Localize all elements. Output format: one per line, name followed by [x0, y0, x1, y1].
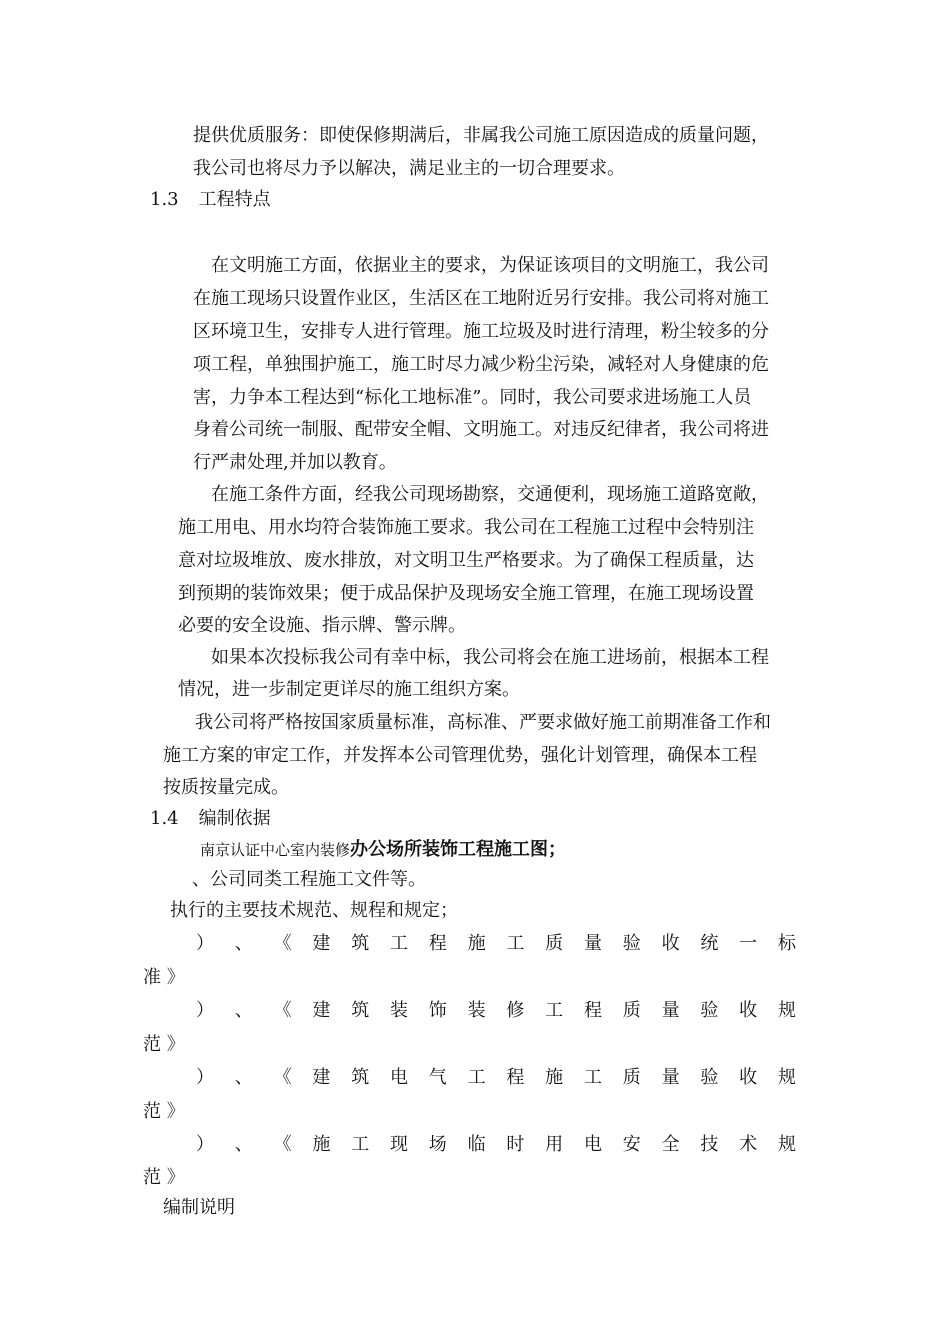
standard-char: 现: [389, 1134, 408, 1155]
standard-char: 时: [506, 1134, 525, 1155]
standard-char: 收: [739, 1000, 758, 1021]
standard-char: 质: [545, 933, 564, 954]
standard-char: ）: [196, 1134, 214, 1155]
standard-char: 安: [622, 1134, 641, 1155]
section-title: 工程特点: [198, 189, 271, 210]
paragraph-line: 在施工现场只设置作业区，生活区在工地附近另行安排。我公司将对施工: [193, 288, 769, 309]
standard-char: 工: [389, 933, 408, 954]
footer-heading: 编制说明: [163, 1197, 235, 1218]
standard-char: 验: [700, 1000, 719, 1021]
standard-char: 筑: [351, 1000, 370, 1021]
standard-char: 程: [428, 933, 447, 954]
standard-char: 工: [467, 1067, 486, 1088]
paragraph-line: 在文明施工方面，依据业主的要求，为保证该项目的文明施工，我公司: [211, 255, 769, 276]
standard-char: 程: [583, 1000, 602, 1021]
standard-char: 临: [467, 1134, 486, 1155]
standard-char: 电: [583, 1134, 602, 1155]
standard-char: 装: [467, 1000, 486, 1021]
standard-char: 饰: [428, 1000, 447, 1021]
paragraph-line: 我公司将严格按国家质量标准，高标准、严要求做好施工前期准备工作和: [195, 712, 771, 733]
standard-char: 规: [777, 1067, 796, 1088]
standard-char: 、: [234, 1067, 253, 1088]
standard-char: 修: [506, 1000, 525, 1021]
basis-drawing-title: 办公场所装饰工程施工图；: [350, 839, 567, 860]
standard-char: ）: [196, 933, 214, 954]
paragraph-line: 身着公司统一制服、配带安全帽、文明施工。对违反纪律者，我公司将进: [193, 419, 769, 440]
standard-char: 、: [234, 1134, 253, 1155]
paragraph-line: 如果本次投标我公司有幸中标，我公司将会在施工进场前，根据本工程: [211, 647, 769, 668]
standard-char: 质: [622, 1067, 641, 1088]
standard-item-1: [196, 932, 796, 956]
section-1-4-heading: [150, 807, 271, 831]
paragraph-line: 项工程，单独围护施工，施工时尽力减少粉尘污染，减轻对人身健康的危: [193, 354, 769, 375]
standard-char: 验: [622, 933, 641, 954]
standard-char: 建: [312, 1000, 331, 1021]
standard-char: 施: [467, 933, 486, 954]
intro-line-1: 提供优质服务：即使保修期满后，非属我公司施工原因造成的质量问题，: [193, 125, 769, 146]
paragraph-line: 意对垃圾堆放、废水排放，对文明卫生严格要求。为了确保工程质量，达: [178, 550, 754, 571]
standard-char: ）: [196, 1067, 214, 1088]
standard-char: 电: [389, 1067, 408, 1088]
standard-char: 建: [312, 1067, 331, 1088]
standard-char: 《: [273, 1067, 292, 1088]
intro-line-2: 我公司也将尽力予以解决，满足业主的一切合理要求。: [193, 158, 625, 179]
section-number: 1.4: [150, 808, 179, 829]
paragraph-line: 情况，进一步制定更详尽的施工组织方案。: [178, 679, 520, 700]
standard-char: 收: [661, 933, 680, 954]
basis-company-docs: 、公司同类工程施工文件等。: [192, 869, 426, 890]
standard-item-1-end: 准 》: [143, 967, 185, 988]
basis-drawing-prefix: 南京认证中心室内装修: [200, 841, 351, 859]
standard-char: 装: [389, 1000, 408, 1021]
section-1-3-heading: [150, 188, 271, 212]
standard-char: 工: [351, 1134, 370, 1155]
standard-char: 验: [700, 1067, 719, 1088]
standard-char: 质: [622, 1000, 641, 1021]
standard-char: 收: [739, 1067, 758, 1088]
standard-item-2-end: 范 》: [143, 1034, 185, 1055]
paragraph-line: 区环境卫生，安排专人进行管理。施工垃圾及时进行清理，粉尘较多的分: [193, 321, 769, 342]
standard-item-3-end: 范 》: [143, 1101, 185, 1122]
standard-char: 场: [428, 1134, 447, 1155]
paragraph-line: 行严肃处理,并加以教育。: [193, 452, 397, 473]
standard-char: 工: [545, 1000, 564, 1021]
paragraph-line: 按质按量完成。: [163, 777, 289, 798]
standard-char: 施: [312, 1134, 331, 1155]
standard-char: 统: [700, 933, 719, 954]
standard-char: 工: [506, 933, 525, 954]
standard-char: 、: [234, 1000, 253, 1021]
standard-item-3: [196, 1066, 796, 1090]
paragraph-line: 必要的安全设施、指示牌、警示牌。: [178, 615, 466, 636]
standard-item-4-end: 范 》: [143, 1167, 185, 1188]
standard-char: ）: [196, 1000, 214, 1021]
basis-standards-intro: 执行的主要技术规范、规程和规定；: [170, 900, 458, 921]
basis-drawing-line: [200, 838, 566, 862]
section-title: 编制依据: [198, 808, 271, 829]
standard-char: 《: [273, 1134, 292, 1155]
standard-item-4: [196, 1133, 796, 1157]
standard-char: 技: [700, 1134, 719, 1155]
paragraph-line: 施工方案的审定工作，并发挥本公司管理优势，强化计划管理，确保本工程: [163, 745, 757, 766]
standard-char: 全: [661, 1134, 680, 1155]
standard-char: 工: [583, 1067, 602, 1088]
standard-char: 一: [739, 933, 758, 954]
paragraph-line: 到预期的装饰效果；便于成品保护及现场安全施工管理，在施工现场设置: [178, 583, 754, 604]
standard-char: 量: [661, 1000, 680, 1021]
standard-char: 用: [545, 1134, 564, 1155]
standard-char: 气: [428, 1067, 447, 1088]
paragraph-line: 在施工条件方面，经我公司现场勘察，交通便利，现场施工道路宽敞，: [211, 484, 769, 505]
section-number: 1.3: [150, 189, 179, 210]
standard-char: 筑: [351, 933, 370, 954]
paragraph-line: 害，力争本工程达到“标化工地标准”。同时，我公司要求进场施工人员: [193, 387, 752, 408]
standard-char: 建: [312, 933, 331, 954]
standard-char: 施: [545, 1067, 564, 1088]
standard-char: 量: [661, 1067, 680, 1088]
standard-item-2: [196, 999, 796, 1023]
standard-char: 、: [234, 933, 253, 954]
standard-char: 程: [506, 1067, 525, 1088]
standard-char: 《: [273, 933, 292, 954]
standard-char: 规: [777, 1000, 796, 1021]
standard-char: 标: [777, 933, 796, 954]
standard-char: 量: [583, 933, 602, 954]
standard-char: 筑: [351, 1067, 370, 1088]
standard-char: 《: [273, 1000, 292, 1021]
paragraph-line: 施工用电、用水均符合装饰施工要求。我公司在工程施工过程中会特别注: [178, 517, 754, 538]
standard-char: 规: [777, 1134, 796, 1155]
standard-char: 术: [739, 1134, 758, 1155]
